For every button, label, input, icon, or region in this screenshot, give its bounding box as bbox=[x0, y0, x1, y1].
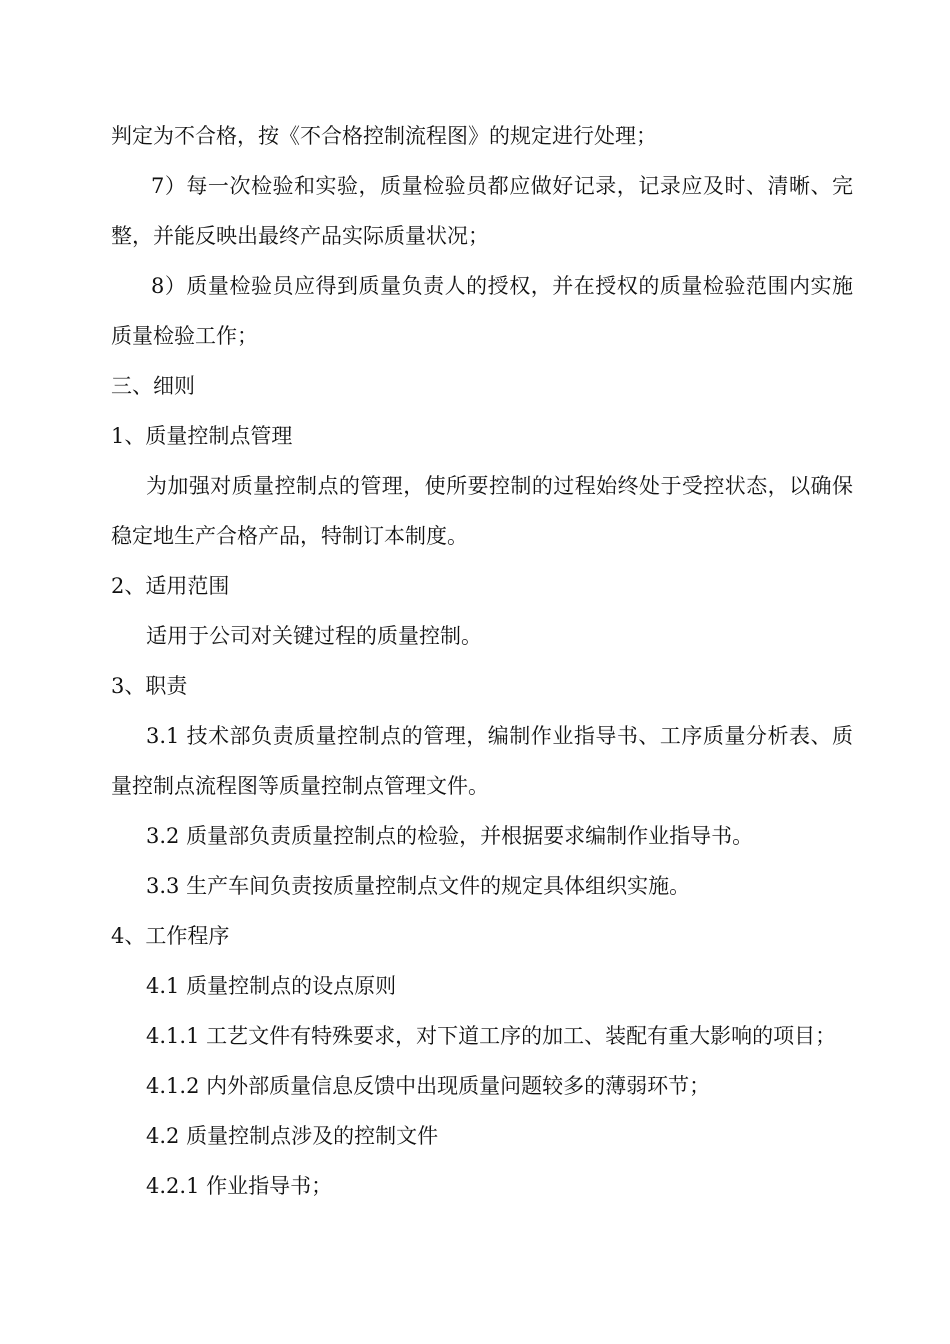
paragraph-item-7: 7）每一次检验和实验，质量检验员都应做好记录，记录应及时、清晰、完整，并能反映出最终产品实际质量状况； bbox=[111, 174, 853, 248]
heading-quality-control-point-management: 1、质量控制点管理 bbox=[111, 424, 293, 448]
heading-scope: 2、适用范围 bbox=[111, 574, 230, 598]
paragraph-responsibility-3-2: 3.2 质量部负责质量控制点的检验，并根据要求编制作业指导书。 bbox=[146, 824, 754, 848]
paragraph-item-8: 8）质量检验员应得到质量负责人的授权，并在授权的质量检验范围内实施质量检验工作； bbox=[111, 274, 853, 348]
section-heading-details: 三、细则 bbox=[111, 374, 195, 398]
paragraph-scope: 适用于公司对关键过程的质量控制。 bbox=[146, 624, 482, 648]
document-body bbox=[111, 111, 853, 1211]
paragraph-4-1-1: 4.1.1 工艺文件有特殊要求，对下道工序的加工、装配有重大影响的项目； bbox=[146, 1024, 837, 1048]
paragraph-purpose: 为加强对质量控制点的管理，使所要控制的过程始终处于受控状态，以确保稳定地生产合格产品，特制订本制度。 bbox=[111, 474, 853, 548]
paragraph-4-2-1: 4.2.1 作业指导书； bbox=[146, 1174, 333, 1198]
paragraph-responsibility-3-1: 3.1 技术部负责质量控制点的管理，编制作业指导书、工序质量分析表、质量控制点流程图等质量控制点管理文件。 bbox=[111, 724, 853, 798]
subheading-4-1: 4.1 质量控制点的设点原则 bbox=[146, 974, 397, 998]
paragraph-responsibility-3-3: 3.3 生产车间负责按质量控制点文件的规定具体组织实施。 bbox=[146, 874, 691, 898]
paragraph-continuation: 判定为不合格，按《不合格控制流程图》的规定进行处理； bbox=[111, 124, 657, 148]
paragraph-4-1-2: 4.1.2 内外部质量信息反馈中出现质量问题较多的薄弱环节； bbox=[146, 1074, 711, 1098]
heading-responsibilities: 3、职责 bbox=[111, 674, 188, 698]
subheading-4-2: 4.2 质量控制点涉及的控制文件 bbox=[146, 1124, 439, 1148]
heading-work-procedure: 4、工作程序 bbox=[111, 924, 230, 948]
